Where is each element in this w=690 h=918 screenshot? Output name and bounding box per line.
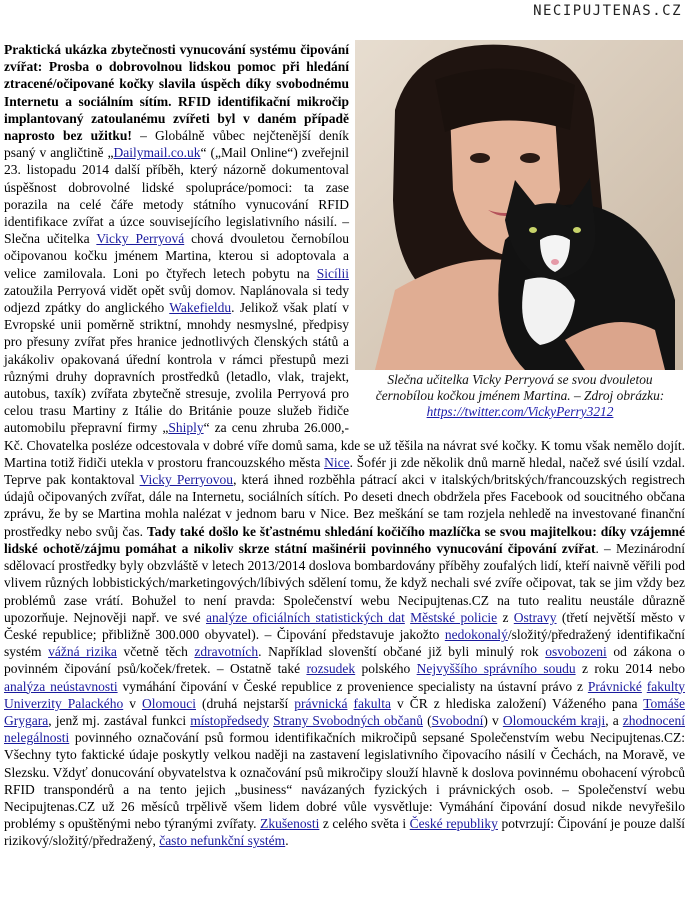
- link-svobodni[interactable]: Svobodní: [431, 712, 484, 728]
- link-osvobozeni[interactable]: osvobozeni: [545, 644, 607, 660]
- article-text: od zákona o povinném čipování psů/koček/fretek. – Ostatně také: [4, 644, 685, 677]
- link-zkusenosti[interactable]: Zkušenosti: [260, 816, 320, 832]
- link-zdravotnich[interactable]: zdravotních: [194, 644, 259, 660]
- link-ceske-republiky[interactable]: České republiky: [409, 816, 498, 832]
- article-text: z roku 2014 nebo: [575, 661, 686, 677]
- bold-statement: Tady také došlo ke šťastnému shledání kočičího mazlíčka se svou majitelkou: díky vzájemné lidské ochotě/zájmu pomáhat a nikoliv skrze státní mašinérii povinného vynucování čipování zvířat: [4, 523, 685, 556]
- article-text: /složitý/předražený identifikační systém: [4, 626, 686, 660]
- link-strana-svobodnych[interactable]: Strany Svobodných občanů: [273, 712, 424, 728]
- article-text: ) v: [483, 712, 503, 728]
- caption-source-link[interactable]: https://twitter.com/VickyPerry3212: [426, 404, 614, 419]
- link-nice[interactable]: Nice: [324, 454, 350, 470]
- link-analyza-neustavnosti[interactable]: analýza neústavnosti: [4, 678, 118, 694]
- article-text: (druhá nejstarší: [195, 695, 295, 711]
- link-sicilii[interactable]: Sicílii: [316, 265, 349, 281]
- article-text: .: [285, 833, 289, 849]
- link-nedokonaly[interactable]: nedokonalý: [444, 626, 508, 642]
- link-shiply[interactable]: Shiply: [168, 420, 204, 436]
- article-text: povinného označování psů formou identifikačních mikročipů sepsané Společenstvím webu Necipujtenas.CZ: Všechny tyto faktické údaje poskytly velkou naději na zastavení legislativního čipovacího násilí v Čechách, na Moravě, ve Slezsku. Vždyť donucování obyvatelstva k označování psů mikročipy slouží hlavně k doslova povinnému obohacení výrobců RFID transpondérů a na tento jejich „business“ navázaných fyzických i právnických osob. – Společenství webu Necipujtenas.CZ už 26 měsíců trpělivě všem lidem dobré vůle vysvětluje: Vymáhání čipování dosud nikde nevyřešilo problémy s opuštěnými nebo týranými zvířaty.: [4, 730, 685, 832]
- link-olomouci[interactable]: Olomouci: [141, 695, 196, 711]
- article-text: v ČR z hlediska založení) Váženého pana: [390, 695, 644, 711]
- article-text: zatoužila Perryová vidět opět svůj domov. Naplánovala si tedy odjezd zpátky do anglického: [4, 282, 349, 316]
- article-text: , a: [605, 712, 623, 728]
- article-text: (: [423, 712, 432, 728]
- link-tomase[interactable]: Tomáše: [643, 695, 685, 711]
- caption-line-2: černobílou kočkou jménem Martina. – Zdroj obrázku:: [375, 388, 665, 403]
- lead-bold: Praktická ukázka zbytečnosti vynucování systému čipování zvířat: Prosba o dobrovolnou lidskou pomoc při hledání ztracené/očipované kočky slavila úspěch díky svobodnému Internetu a sociálním sítím. RFID identifikační mikročip implantovaný zatoulanému zvířeti byl v daném případě naprosto bez užitku!: [4, 42, 349, 144]
- figure-spacer: [349, 41, 685, 431]
- link-vicky-perry[interactable]: Vicky Perryová: [96, 231, 185, 247]
- article-text: . – Mezinárodní sdělovací prostředky byly obzvláště v letech 2013/2014 doslova bombardovány příběhy zoufalých lidí, kteří naivně věřili pod vlivem různých lobbistických/marketingových/líbivých sdělení tomu, že když nechali své zvíře očipovat, tak se jim vždy bez problémů zase vrátí. Bohužel to není pravda: Společenství webu Necipujtenas.CZ na tuto realitu neustále důrazně upozorňuje. Nejnověji např. ve své: [4, 540, 685, 625]
- link-univerzita-palackeho[interactable]: Univerzity Palackého: [4, 695, 124, 711]
- article-text: chová dvouletou černobílou očipovanou kočku jménem Martina, kterou si adoptovala a velice zamilovala. Loni po čtyřech letech pobytu na: [4, 231, 349, 281]
- article-text: z: [497, 609, 514, 625]
- article-text: , jenž mj. zastával funkci: [48, 712, 191, 728]
- link-casto-nefunkcni[interactable]: často nefunkční systém: [159, 833, 286, 849]
- article-text: v: [123, 695, 142, 711]
- link-pravnicka[interactable]: právnická: [294, 695, 348, 711]
- link-vazna-rizika[interactable]: vážná rizika: [48, 644, 117, 660]
- article-text: . Šofér ji zde několik dnů marně hledal, načež své úsilí vzdal. Teprve pak kontaktoval: [4, 454, 686, 488]
- link-fakulty[interactable]: fakulty: [646, 678, 685, 694]
- link-wakefieldu[interactable]: Wakefieldu: [169, 300, 232, 316]
- article-text: , která ihned rozběhla pátrací akci v italských/britských/francouzských registrech údajů očipovaných zvířat, dále na Internetu, sociálních sítích. Po deseti dnech obdržela přes Facebook od soucitného občana zprávu, že by se Martina mohla nalézat v jednom baru v Nice. Bez meškání se tam rozjela nehledě na investované finanční prostředky nebo svůj čas.: [4, 472, 685, 539]
- link-zhodnoceni[interactable]: zhodnocení nelegálnosti: [4, 712, 686, 746]
- link-ostravy[interactable]: Ostravy: [513, 609, 557, 625]
- article-text: (třetí největší město v České republice; přibližně 300.000 obyvatel). – Čipování představuje jakožto: [4, 609, 685, 642]
- article-text: včetně těch: [116, 644, 195, 660]
- link-olomoucky-kraj[interactable]: Olomouckém kraji: [502, 712, 606, 728]
- link-rozsudek[interactable]: rozsudek: [306, 661, 356, 677]
- link-vicky-perryovou[interactable]: Vicky Perryovou: [139, 472, 234, 488]
- link-nejvyssi-spravni-soud[interactable]: Nejvyššího správního soudu: [416, 661, 576, 677]
- article-text: z celého světa i: [319, 816, 410, 832]
- caption-line-1: Slečna učitelka Vicky Perryová se svou dvouletou: [387, 372, 653, 387]
- article-body: [4, 41, 685, 850]
- link-mistopredsedy[interactable]: místopředsedy: [190, 712, 269, 728]
- article-text: – Globálně vůbec nejčtenější deník psaný v angličtině „: [4, 128, 350, 161]
- article-text: “ za cenu zhruba 26.000,-Kč. Chovatelka posléze odcestovala v dobré víře domů sama, kde se už těšila na návrat své kočky. K tomu však nemělo dojít. Martina totiž řidiči utekla v prostoru francouzského města: [4, 420, 685, 470]
- article-text: vymáhání čipování v České republice z provenience specialisty na ústavní právo z: [117, 678, 588, 694]
- link-grygara[interactable]: Grygara: [4, 712, 49, 728]
- article-text: potvrzují: Čipování je pouze další rizikový/složitý/předražený,: [4, 816, 686, 849]
- link-fakulta[interactable]: fakulta: [353, 695, 391, 711]
- link-dailymail[interactable]: Dailymail.co.uk: [113, 145, 201, 161]
- article-text: polského: [355, 661, 417, 677]
- link-pravnicke[interactable]: Právnické: [587, 678, 642, 694]
- site-name: NECIPUJTENAS.CZ: [533, 3, 682, 19]
- article-text: . Jelikož však platí v Evropské unii poměrně striktní, mnohdy nesmyslné, předpisy pro přesuny zvířat přes hranice jednotlivých členských států a jakákoliv opakovaná úřední kontrola v rámci přestupů mezi různými druhy dopravních prostředků (letadlo, vlak, trajekt, autobus, taxík) zvířata zbytečně stresuje, zvolila Perryová pro celou trasu Martiny z Itálie do Británie pouze služeb řidiče automobilu přepravní firmy „: [4, 300, 350, 436]
- link-analyza-dat[interactable]: analýze oficiálních statistických dat: [205, 609, 405, 625]
- article-text: “ („Mail Online“) zveřejnil 23. listopadu 2014 další příběh, který názorně dokumentoval úspěšnost dobrovolné lidské spolupráce/pomoci: ta zase porazila na celé čáře metody státního vynucování RFID identifikace zvířat a úzce souvisejícího legislativního násilí. – Slečna učitelka: [4, 145, 350, 247]
- link-mestske-policie[interactable]: Městské policie: [410, 609, 498, 625]
- article-text: . Například slovenští občané již byli minulý rok: [258, 644, 546, 660]
